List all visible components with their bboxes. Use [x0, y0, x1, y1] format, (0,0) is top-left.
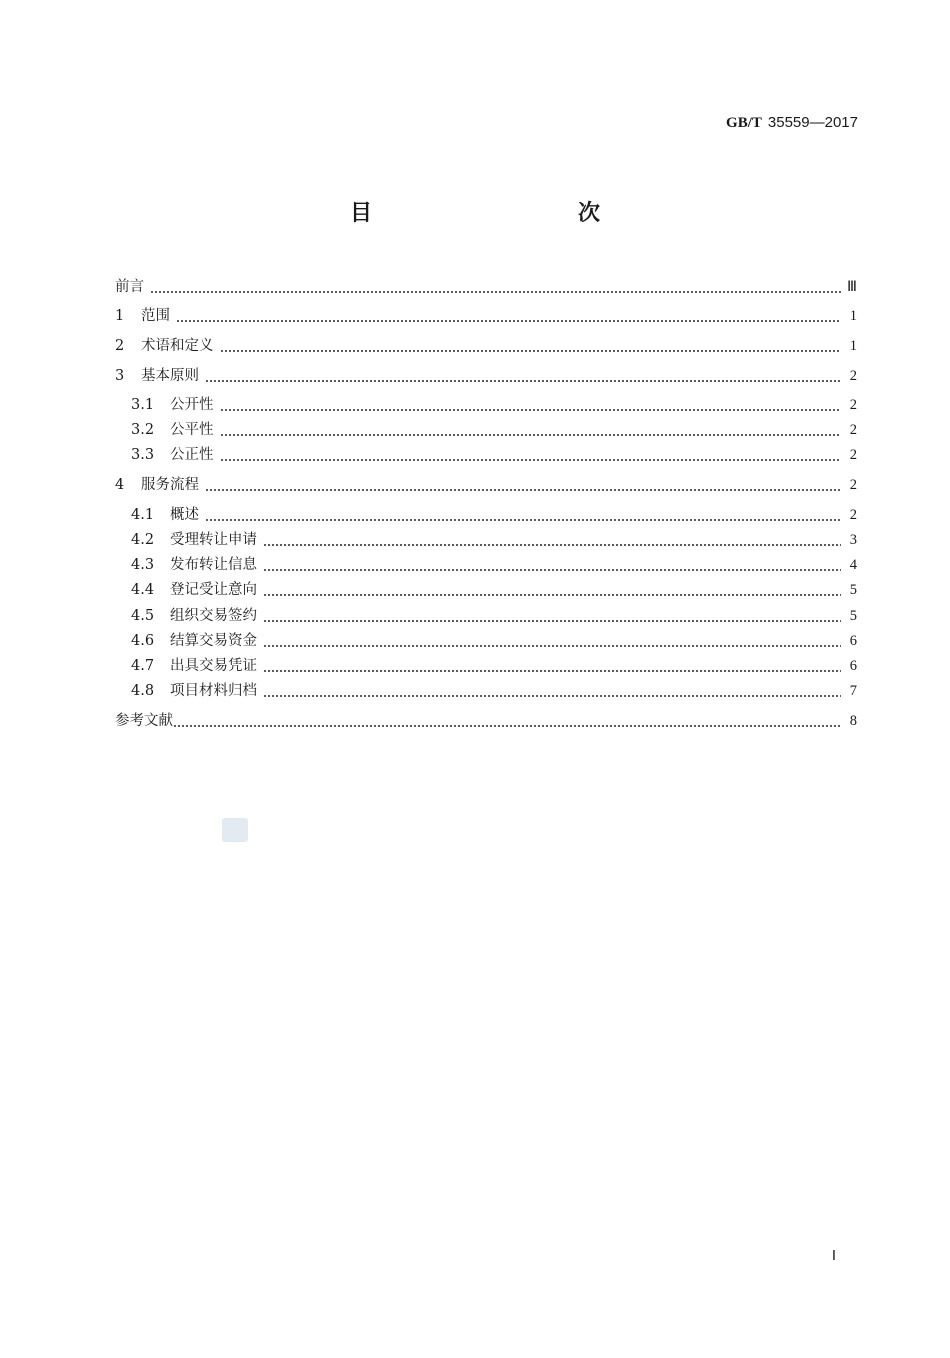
- toc-entry-title: 公开性: [170, 397, 214, 413]
- toc-entry-title: 前言: [115, 279, 144, 295]
- dot-leader: [173, 710, 841, 732]
- toc-entry-page: 2: [849, 368, 857, 384]
- dot-leader: [220, 444, 842, 466]
- toc-entry-number: 4.2: [131, 532, 155, 548]
- dot-leader: [263, 529, 841, 551]
- toc-entry-page: 8: [849, 713, 857, 729]
- toc-entry-4-7[interactable]: [131, 655, 857, 677]
- toc-entry-page: 2: [849, 507, 857, 523]
- dot-leader: [263, 655, 841, 677]
- toc-entry-number: 3.2: [131, 422, 155, 438]
- toc-entry-title: 基本原则: [141, 368, 199, 384]
- toc-entry-number: 3.3: [131, 447, 155, 463]
- dot-leader: [263, 630, 841, 652]
- toc-entry-page: Ⅲ: [847, 279, 857, 295]
- toc-title: 目 次: [349, 201, 654, 226]
- toc-entry-page: 6: [849, 658, 857, 674]
- toc-entry-number: 3: [115, 368, 125, 384]
- toc-entry-title: 受理转让申请: [170, 532, 257, 548]
- standard-code: GB/T: [726, 115, 762, 131]
- toc-entry-title: 概述: [170, 507, 199, 523]
- dot-leader: [150, 276, 841, 298]
- dot-leader: [176, 305, 841, 327]
- toc-entry-title: 公平性: [170, 422, 214, 438]
- toc-entry-number: 4.1: [131, 507, 155, 523]
- toc-entry-page: 2: [849, 397, 857, 413]
- toc-entry-page: 2: [849, 447, 857, 463]
- dot-leader: [220, 335, 842, 357]
- toc-entry-title: 范围: [141, 308, 170, 324]
- toc-entry-number: 4.8: [131, 683, 155, 699]
- dot-leader: [263, 680, 841, 702]
- toc-entry-title: 公正性: [170, 447, 214, 463]
- toc-entry-title: 服务流程: [141, 477, 199, 493]
- toc-entry-number: 4.4: [131, 582, 155, 598]
- toc-entry-4-8[interactable]: [131, 680, 857, 702]
- toc-entry-page: 2: [849, 422, 857, 438]
- toc-entry-number: 4: [115, 477, 125, 493]
- toc-entry-4-4[interactable]: [131, 579, 857, 601]
- toc-entry-number: 4.6: [131, 633, 155, 649]
- toc-entry-title: 组织交易签约: [170, 608, 257, 624]
- toc-entry-number: 4.7: [131, 658, 155, 674]
- dot-leader: [220, 394, 842, 416]
- toc-entry-3-2[interactable]: [131, 419, 857, 441]
- toc-entry-title: 出具交易凭证: [170, 658, 257, 674]
- toc-entry-number: 4.5: [131, 608, 155, 624]
- dot-leader: [263, 605, 841, 627]
- toc-entry-page: 6: [849, 633, 857, 649]
- toc-entry-number: 1: [115, 308, 125, 324]
- toc-entry-foreword[interactable]: [115, 276, 857, 298]
- toc-entry-1[interactable]: [115, 305, 857, 327]
- toc-entry-title: 结算交易资金: [170, 633, 257, 649]
- toc-entry-3[interactable]: [115, 365, 857, 387]
- toc-entry-page: 1: [849, 338, 857, 354]
- toc-entry-page: 5: [849, 582, 857, 598]
- toc-entry-title: 项目材料归档: [170, 683, 257, 699]
- standard-year-number: 35559—2017: [767, 114, 858, 131]
- dot-leader: [205, 504, 841, 526]
- toc-entry-page: 3: [849, 532, 857, 548]
- toc-entry-4-2[interactable]: [131, 529, 857, 551]
- toc-entry-4[interactable]: [115, 474, 857, 496]
- toc-entry-4-5[interactable]: [131, 605, 857, 627]
- toc-entry-4-1[interactable]: [131, 504, 857, 526]
- dot-leader: [205, 365, 841, 387]
- toc-entry-number: 2: [115, 338, 125, 354]
- toc-entry-page: 2: [849, 477, 857, 493]
- toc-entry-number: 4.3: [131, 557, 155, 573]
- toc-entry-3-1[interactable]: [131, 394, 857, 416]
- toc-entry-title: 术语和定义: [141, 338, 214, 354]
- faint-stamp-mark: [222, 818, 248, 842]
- dot-leader: [263, 554, 841, 576]
- toc-entry-number: 3.1: [131, 397, 155, 413]
- toc-entry-page: 7: [849, 683, 857, 699]
- toc-entry-references[interactable]: [115, 710, 857, 732]
- toc-entry-title: 登记受让意向: [170, 582, 257, 598]
- dot-leader: [263, 579, 841, 601]
- toc-entry-3-3[interactable]: [131, 444, 857, 466]
- toc-entry-title: 参考文献: [115, 713, 173, 729]
- toc-entry-2[interactable]: [115, 335, 857, 357]
- toc-entry-4-3[interactable]: [131, 554, 857, 576]
- dot-leader: [205, 474, 841, 496]
- toc-entry-page: 1: [849, 308, 857, 324]
- standard-number: [726, 114, 858, 132]
- toc-entry-page: 4: [849, 557, 857, 573]
- dot-leader: [220, 419, 842, 441]
- toc-entry-page: 5: [849, 608, 857, 624]
- page-number: Ⅰ: [831, 1249, 836, 1264]
- toc-entry-title: 发布转让信息: [170, 557, 257, 573]
- toc-entry-4-6[interactable]: [131, 630, 857, 652]
